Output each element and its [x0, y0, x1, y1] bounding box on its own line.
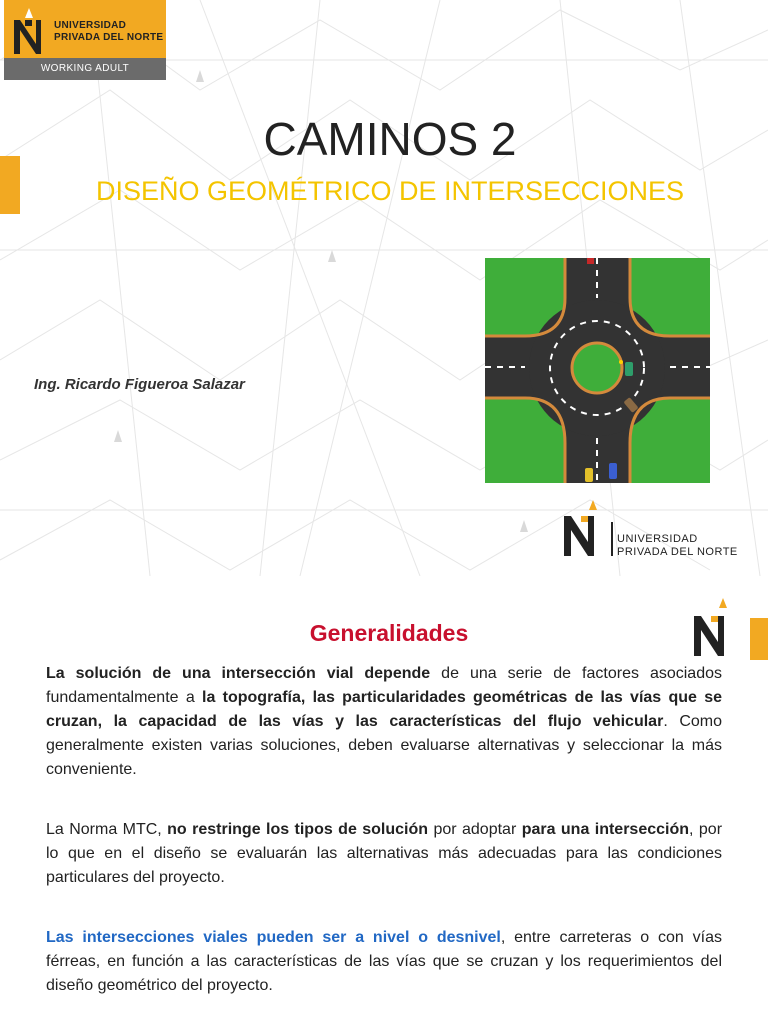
section-heading: Generalidades [309, 620, 469, 646]
logo-line-1: UNIVERSIDAD [54, 20, 127, 31]
content-slide [0, 576, 768, 1024]
paragraph-2 [46, 818, 722, 890]
brand-line-1: UNIVERSIDAD [617, 533, 698, 545]
brand-university-name [617, 533, 738, 559]
paragraph-3 [46, 926, 722, 998]
p2-bold-1: no restringe los tipos de solución [167, 821, 429, 838]
p2-text-1: La Norma MTC, [46, 821, 168, 838]
brand-line-2: PRIVADA DEL NORTE [617, 546, 738, 558]
p3-highlight: Las intersecciones viales pueden ser a nivel o desnivel [46, 929, 501, 946]
slide-subtitle: DISEÑO GEOMÉTRICO DE INTERSECCIONES [95, 176, 685, 206]
logo-university-name [54, 20, 164, 44]
p2-text-3: , por lo que en el diseño se evaluarán las alternativas más adecuadas para las condiciones particulares del proyecto. [46, 821, 723, 886]
paragraph-1 [46, 662, 722, 782]
roundabout-illustration [485, 258, 710, 483]
n-logo-icon [10, 6, 48, 56]
p1-text-1: de una serie de factores asociados fundamentalmente a [46, 665, 722, 706]
slide-title: CAMINOS 2 [263, 113, 517, 165]
author-name: Ing. Ricardo Figueroa Salazar [34, 376, 245, 393]
p1-bold-2: la topografía, las particularidades geométricas de las vías que se cruzan, la capacidad de las vías y las características del flujo vehicular [46, 689, 723, 730]
university-logo [4, 0, 166, 80]
logo-line-2: PRIVADA DEL NORTE [54, 32, 164, 43]
p3-text-1: , entre carreteras o con vías férreas, en función a las características de las vías que se cruzan y los requerimientos del diseño geométrico del proyecto. [46, 929, 723, 994]
p1-bold-1: La solución de una intersección vial depende [46, 665, 431, 682]
p2-bold-2: para una intersección [521, 821, 690, 838]
university-brand-bottom [560, 500, 760, 560]
brand-divider [611, 522, 613, 556]
p2-text-2: por adoptar [428, 821, 522, 838]
logo-program-label: WORKING ADULT [4, 58, 166, 80]
p1-text-2: . Como generalmente existen varias soluciones, deben evaluarse alternativas y seleccionar la más conveniente. [46, 713, 723, 778]
n-logo-icon [560, 500, 606, 558]
